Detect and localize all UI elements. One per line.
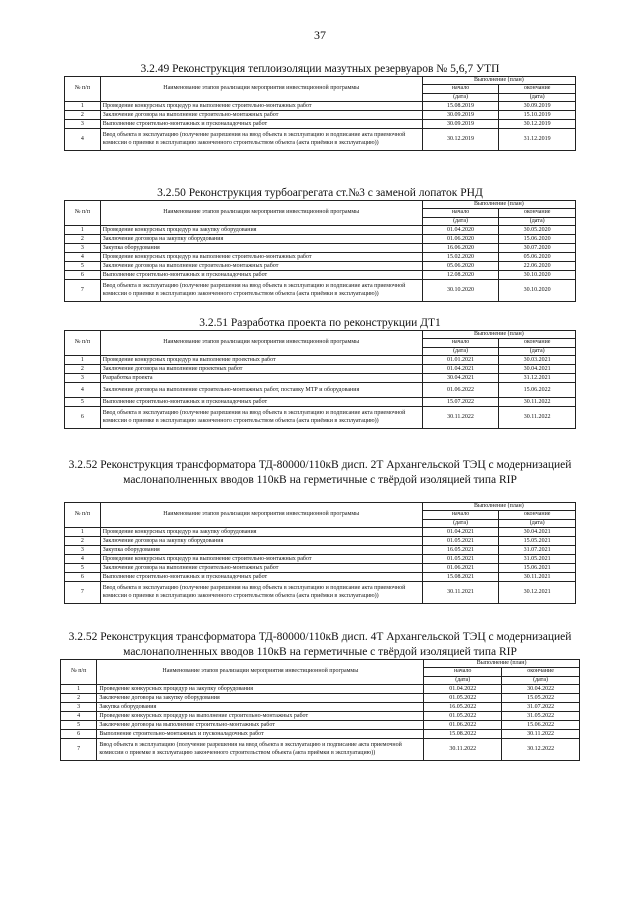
table-row [61, 739, 580, 761]
row-start-date: 01.04.2022 [424, 685, 502, 694]
row-stage: Проведение конкурсных процедур на выполнение строительно-монтажных работ [100, 555, 422, 564]
table-row [65, 271, 576, 280]
table-row [65, 546, 576, 555]
row-stage: Закупка оборудования [100, 546, 422, 555]
row-number: 6 [61, 730, 97, 739]
table-row [65, 537, 576, 546]
section-title: 3.2.52 Реконструкция трансформатора ТД-80000/110кВ дисп. 2Т Архангельской ТЭЦ с модернизацией маслонаполненных вводов 110кВ на герметичные с твёрдой изоляцией типа RIP [68, 459, 572, 486]
row-start-date: 30.10.2020 [422, 280, 499, 302]
header-exec: Выполнение (план) [422, 503, 575, 511]
table-row [65, 120, 576, 129]
section-title: 3.2.50 Реконструкция турбоагрегата ст.№3 с заменой лопаток РНД [157, 187, 483, 199]
header-stage: Наименование этапов реализации мероприятия инвестиционной программы [100, 331, 422, 356]
row-number: 3 [65, 120, 101, 129]
row-end-date: 30.10.2020 [499, 271, 576, 280]
row-start-date: 16.05.2021 [422, 546, 499, 555]
table-row [65, 555, 576, 564]
row-number: 4 [65, 253, 101, 262]
row-start-date: 01.06.2021 [422, 564, 499, 573]
header-start: начало [422, 511, 499, 519]
row-number: 1 [65, 102, 101, 111]
row-number: 3 [65, 244, 101, 253]
header-date: (дата) [499, 347, 576, 355]
row-stage: Ввод объекта в эксплуатацию (получение разрешения на ввод объекта в эксплуатацию и подписание акта приемочной комиссии о приемке в эксплуатацию законченного строительством объекта (акта приёмки в эксплуатацию)) [100, 582, 422, 604]
header-row [65, 503, 576, 511]
row-stage: Выполнение строительно-монтажных и пусконаладочных работ [100, 120, 422, 129]
row-end-date: 30.11.2022 [502, 730, 580, 739]
header-end: окончание [499, 209, 576, 217]
row-stage: Проведение конкурсных процедур на выполнение строительно-монтажных работ [97, 712, 424, 721]
header-date: (дата) [422, 93, 499, 101]
header-date: (дата) [424, 676, 502, 684]
page-number: 37 [314, 28, 326, 42]
header-date: (дата) [422, 519, 499, 527]
row-end-date: 31.12.2019 [499, 129, 576, 151]
row-stage: Выполнение строительно-монтажных и пусконаладочных работ [100, 271, 422, 280]
row-number: 7 [65, 582, 101, 604]
header-num: № п/п [65, 77, 101, 102]
row-start-date: 16.05.2022 [424, 703, 502, 712]
table-row [61, 685, 580, 694]
table-row [65, 226, 576, 235]
row-start-date: 16.06.2020 [422, 244, 499, 253]
row-number: 4 [65, 129, 101, 151]
row-start-date: 15.07.2022 [422, 398, 499, 407]
row-number: 4 [65, 383, 101, 398]
row-stage: Проведение конкурсных процедур на выполнение строительно-монтажных работ [100, 102, 422, 111]
row-number: 3 [65, 546, 101, 555]
table-row [65, 573, 576, 582]
row-end-date: 31.05.2021 [499, 555, 576, 564]
header-exec: Выполнение (план) [422, 77, 575, 85]
row-start-date: 30.11.2021 [422, 582, 499, 604]
row-start-date: 01.04.2021 [422, 528, 499, 537]
row-stage: Заключение договора на выполнение проектных работ [100, 365, 422, 374]
row-end-date: 30.09.2019 [499, 102, 576, 111]
header-num: № п/п [61, 660, 97, 685]
header-date: (дата) [422, 217, 499, 225]
table-row [65, 235, 576, 244]
row-start-date: 15.08.2021 [422, 573, 499, 582]
row-end-date: 30.04.2021 [499, 528, 576, 537]
row-number: 7 [65, 280, 101, 302]
row-start-date: 30.09.2019 [422, 120, 499, 129]
row-end-date: 15.10.2019 [499, 111, 576, 120]
table-row [65, 253, 576, 262]
schedule-table [64, 502, 576, 604]
header-date: (дата) [502, 676, 580, 684]
row-end-date: 30.11.2022 [499, 407, 576, 429]
row-stage: Проведение конкурсных процедур на выполнение строительно-монтажных работ [100, 253, 422, 262]
row-start-date: 01.05.2021 [422, 555, 499, 564]
row-start-date: 01.06.2020 [422, 235, 499, 244]
table-row [65, 374, 576, 383]
header-end: окончание [499, 85, 576, 93]
row-stage: Проведение конкурсных процедур на закупку оборудования [100, 226, 422, 235]
row-end-date: 31.05.2022 [502, 712, 580, 721]
section-title: 3.2.51 Разработка проекта по реконструкции ДТ1 [199, 317, 441, 329]
row-end-date: 30.12.2021 [499, 582, 576, 604]
header-date: (дата) [499, 519, 576, 527]
header-end: окончание [502, 668, 580, 676]
row-end-date: 31.07.2021 [499, 546, 576, 555]
row-stage: Заключение договора на закупку оборудования [100, 537, 422, 546]
row-end-date: 30.12.2022 [502, 739, 580, 761]
row-end-date: 30.12.2019 [499, 120, 576, 129]
section-3 [64, 316, 576, 429]
header-num: № п/п [65, 331, 101, 356]
table-row [65, 280, 576, 302]
row-number: 3 [65, 374, 101, 383]
table-row [65, 383, 576, 398]
row-start-date: 30.12.2019 [422, 129, 499, 151]
table-row [65, 262, 576, 271]
table-row [65, 129, 576, 151]
table-row [65, 244, 576, 253]
schedule-table [64, 200, 576, 302]
header-row [65, 201, 576, 209]
row-number: 4 [61, 712, 97, 721]
row-end-date: 15.05.2022 [502, 694, 580, 703]
header-stage: Наименование этапов реализации мероприятия инвестиционной программы [100, 77, 422, 102]
row-start-date: 30.04.2021 [422, 374, 499, 383]
header-date: (дата) [499, 93, 576, 101]
row-start-date: 15.08.2022 [424, 730, 502, 739]
table-row [61, 703, 580, 712]
row-stage: Заключение договора на закупку оборудования [97, 694, 424, 703]
row-end-date: 30.11.2022 [499, 398, 576, 407]
row-stage: Выполнение строительно-монтажных и пусконаладочных работ [97, 730, 424, 739]
row-number: 1 [61, 685, 97, 694]
row-number: 1 [65, 356, 101, 365]
row-number: 2 [65, 365, 101, 374]
row-end-date: 30.03.2021 [499, 356, 576, 365]
schedule-table [64, 330, 576, 429]
row-end-date: 15.05.2021 [499, 537, 576, 546]
row-start-date: 15.08.2019 [422, 102, 499, 111]
row-start-date: 15.02.2020 [422, 253, 499, 262]
header-stage: Наименование этапов реализации мероприятия инвестиционной программы [100, 503, 422, 528]
section-1 [64, 62, 576, 151]
row-stage: Заключение договора на выполнение строительно-монтажных работ [100, 564, 422, 573]
row-number: 3 [61, 703, 97, 712]
header-row [65, 77, 576, 85]
row-start-date: 01.05.2022 [424, 694, 502, 703]
row-number: 1 [65, 226, 101, 235]
header-start: начало [422, 209, 499, 217]
table-row [61, 694, 580, 703]
row-number: 4 [65, 555, 101, 564]
section-title: 3.2.49 Реконструкция теплоизоляции мазутных резервуаров № 5,6,7 УТП [140, 63, 500, 75]
table-row [61, 721, 580, 730]
row-start-date: 01.04.2021 [422, 365, 499, 374]
row-number: 5 [65, 564, 101, 573]
row-number: 6 [65, 271, 101, 280]
row-end-date: 15.06.2021 [499, 564, 576, 573]
row-start-date: 01.05.2022 [424, 712, 502, 721]
header-start: начало [422, 339, 499, 347]
row-end-date: 31.07.2022 [502, 703, 580, 712]
header-row [61, 660, 580, 668]
row-stage: Заключение договора на выполнение строительно-монтажных работ [100, 111, 422, 120]
row-stage: Ввод объекта в эксплуатацию (получение разрешения на ввод объекта в эксплуатацию и подписание акта приемочной комиссии о приемке в эксплуатацию законченного строительством объекта (акта приёмки в эксплуатацию)) [100, 280, 422, 302]
row-stage: Проведение конкурсных процедур на закупку оборудования [97, 685, 424, 694]
row-end-date: 15.06.2020 [499, 235, 576, 244]
row-start-date: 12.08.2020 [422, 271, 499, 280]
row-end-date: 31.12.2021 [499, 374, 576, 383]
header-exec: Выполнение (план) [422, 331, 575, 339]
row-start-date: 05.06.2020 [422, 262, 499, 271]
row-stage: Ввод объекта в эксплуатацию (получение разрешения на ввод объекта в эксплуатацию и подписание акта приемочной комиссии о приемке в эксплуатацию законченного строительством объекта (акта приёмки в эксплуатацию)) [97, 739, 424, 761]
table-row [65, 102, 576, 111]
row-end-date: 30.07.2020 [499, 244, 576, 253]
table-row [65, 582, 576, 604]
header-row [65, 331, 576, 339]
header-start: начало [422, 85, 499, 93]
row-number: 5 [65, 262, 101, 271]
row-number: 2 [61, 694, 97, 703]
row-number: 2 [65, 235, 101, 244]
schedule-table [60, 659, 580, 761]
row-number: 6 [65, 407, 101, 429]
row-start-date: 01.06.2022 [422, 383, 499, 398]
header-start: начало [424, 668, 502, 676]
row-number: 6 [65, 573, 101, 582]
section-5 [60, 630, 580, 761]
row-end-date: 05.06.2020 [499, 253, 576, 262]
row-stage: Проведение конкурсных процедур на закупку оборудования [100, 528, 422, 537]
table-row [65, 564, 576, 573]
row-end-date: 30.11.2021 [499, 573, 576, 582]
header-stage: Наименование этапов реализации мероприятия инвестиционной программы [100, 201, 422, 226]
row-stage: Ввод объекта в эксплуатацию (получение разрешения на ввод объекта в эксплуатацию и подписание акта приемочной комиссии о приемке в эксплуатацию законченного строительством объекта (акта приёмки в эксплуатацию)) [100, 129, 422, 151]
table-row [65, 365, 576, 374]
row-end-date: 30.04.2022 [502, 685, 580, 694]
table-row [61, 712, 580, 721]
schedule-table [64, 76, 576, 151]
header-stage: Наименование этапов реализации мероприятия инвестиционной программы [97, 660, 424, 685]
section-4 [64, 458, 576, 604]
row-stage: Проведение конкурсных процедур на выполнение проектных работ [100, 356, 422, 365]
header-num: № п/п [65, 201, 101, 226]
row-end-date: 30.05.2020 [499, 226, 576, 235]
row-start-date: 01.04.2020 [422, 226, 499, 235]
header-exec: Выполнение (план) [424, 660, 580, 668]
table-row [65, 528, 576, 537]
row-number: 2 [65, 111, 101, 120]
row-stage: Выполнение строительно-монтажных и пусконаладочных работ [100, 398, 422, 407]
row-stage: Разработка проекта [100, 374, 422, 383]
row-end-date: 30.10.2020 [499, 280, 576, 302]
row-start-date: 01.06.2022 [424, 721, 502, 730]
table-row [65, 111, 576, 120]
table-row [65, 356, 576, 365]
row-end-date: 30.04.2021 [499, 365, 576, 374]
row-stage: Заключение договора на закупку оборудования [100, 235, 422, 244]
header-date: (дата) [422, 347, 499, 355]
row-number: 7 [61, 739, 97, 761]
table-row [65, 398, 576, 407]
row-stage: Выполнение строительно-монтажных и пусконаладочных работ [100, 573, 422, 582]
row-stage: Заключение договора на выполнение строительно-монтажных работ, поставку МТР и оборудования [100, 383, 422, 398]
row-end-date: 22.06.2020 [499, 262, 576, 271]
table-row [65, 407, 576, 429]
table-row [61, 730, 580, 739]
row-stage: Заключение договора на выполнение строительно-монтажных работ [97, 721, 424, 730]
row-end-date: 15.06.2022 [499, 383, 576, 398]
row-number: 1 [65, 528, 101, 537]
row-stage: Ввод объекта в эксплуатацию (получение разрешения на ввод объекта в эксплуатацию и подписание акта приемочной комиссии о приемке в эксплуатацию законченного строительством объекта (акта приёмки в эксплуатацию)) [100, 407, 422, 429]
row-number: 2 [65, 537, 101, 546]
section-2 [64, 186, 576, 302]
header-end: окончание [499, 339, 576, 347]
header-end: окончание [499, 511, 576, 519]
row-end-date: 15.06.2022 [502, 721, 580, 730]
row-start-date: 01.01.2021 [422, 356, 499, 365]
row-stage: Заключение договора на выполнение строительно-монтажных работ [100, 262, 422, 271]
row-start-date: 30.11.2022 [424, 739, 502, 761]
header-date: (дата) [499, 217, 576, 225]
section-title: 3.2.52 Реконструкция трансформатора ТД-80000/110кВ дисп. 4Т Архангельской ТЭЦ с модернизацией маслонаполненных вводов 110кВ на герметичные с твёрдой изоляцией типа RIP [68, 631, 572, 658]
row-stage: Закупка оборудования [100, 244, 422, 253]
row-start-date: 30.09.2019 [422, 111, 499, 120]
header-num: № п/п [65, 503, 101, 528]
row-stage: Закупка оборудования [97, 703, 424, 712]
row-start-date: 01.05.2021 [422, 537, 499, 546]
row-start-date: 30.11.2022 [422, 407, 499, 429]
header-exec: Выполнение (план) [422, 201, 575, 209]
row-number: 5 [61, 721, 97, 730]
row-number: 5 [65, 398, 101, 407]
